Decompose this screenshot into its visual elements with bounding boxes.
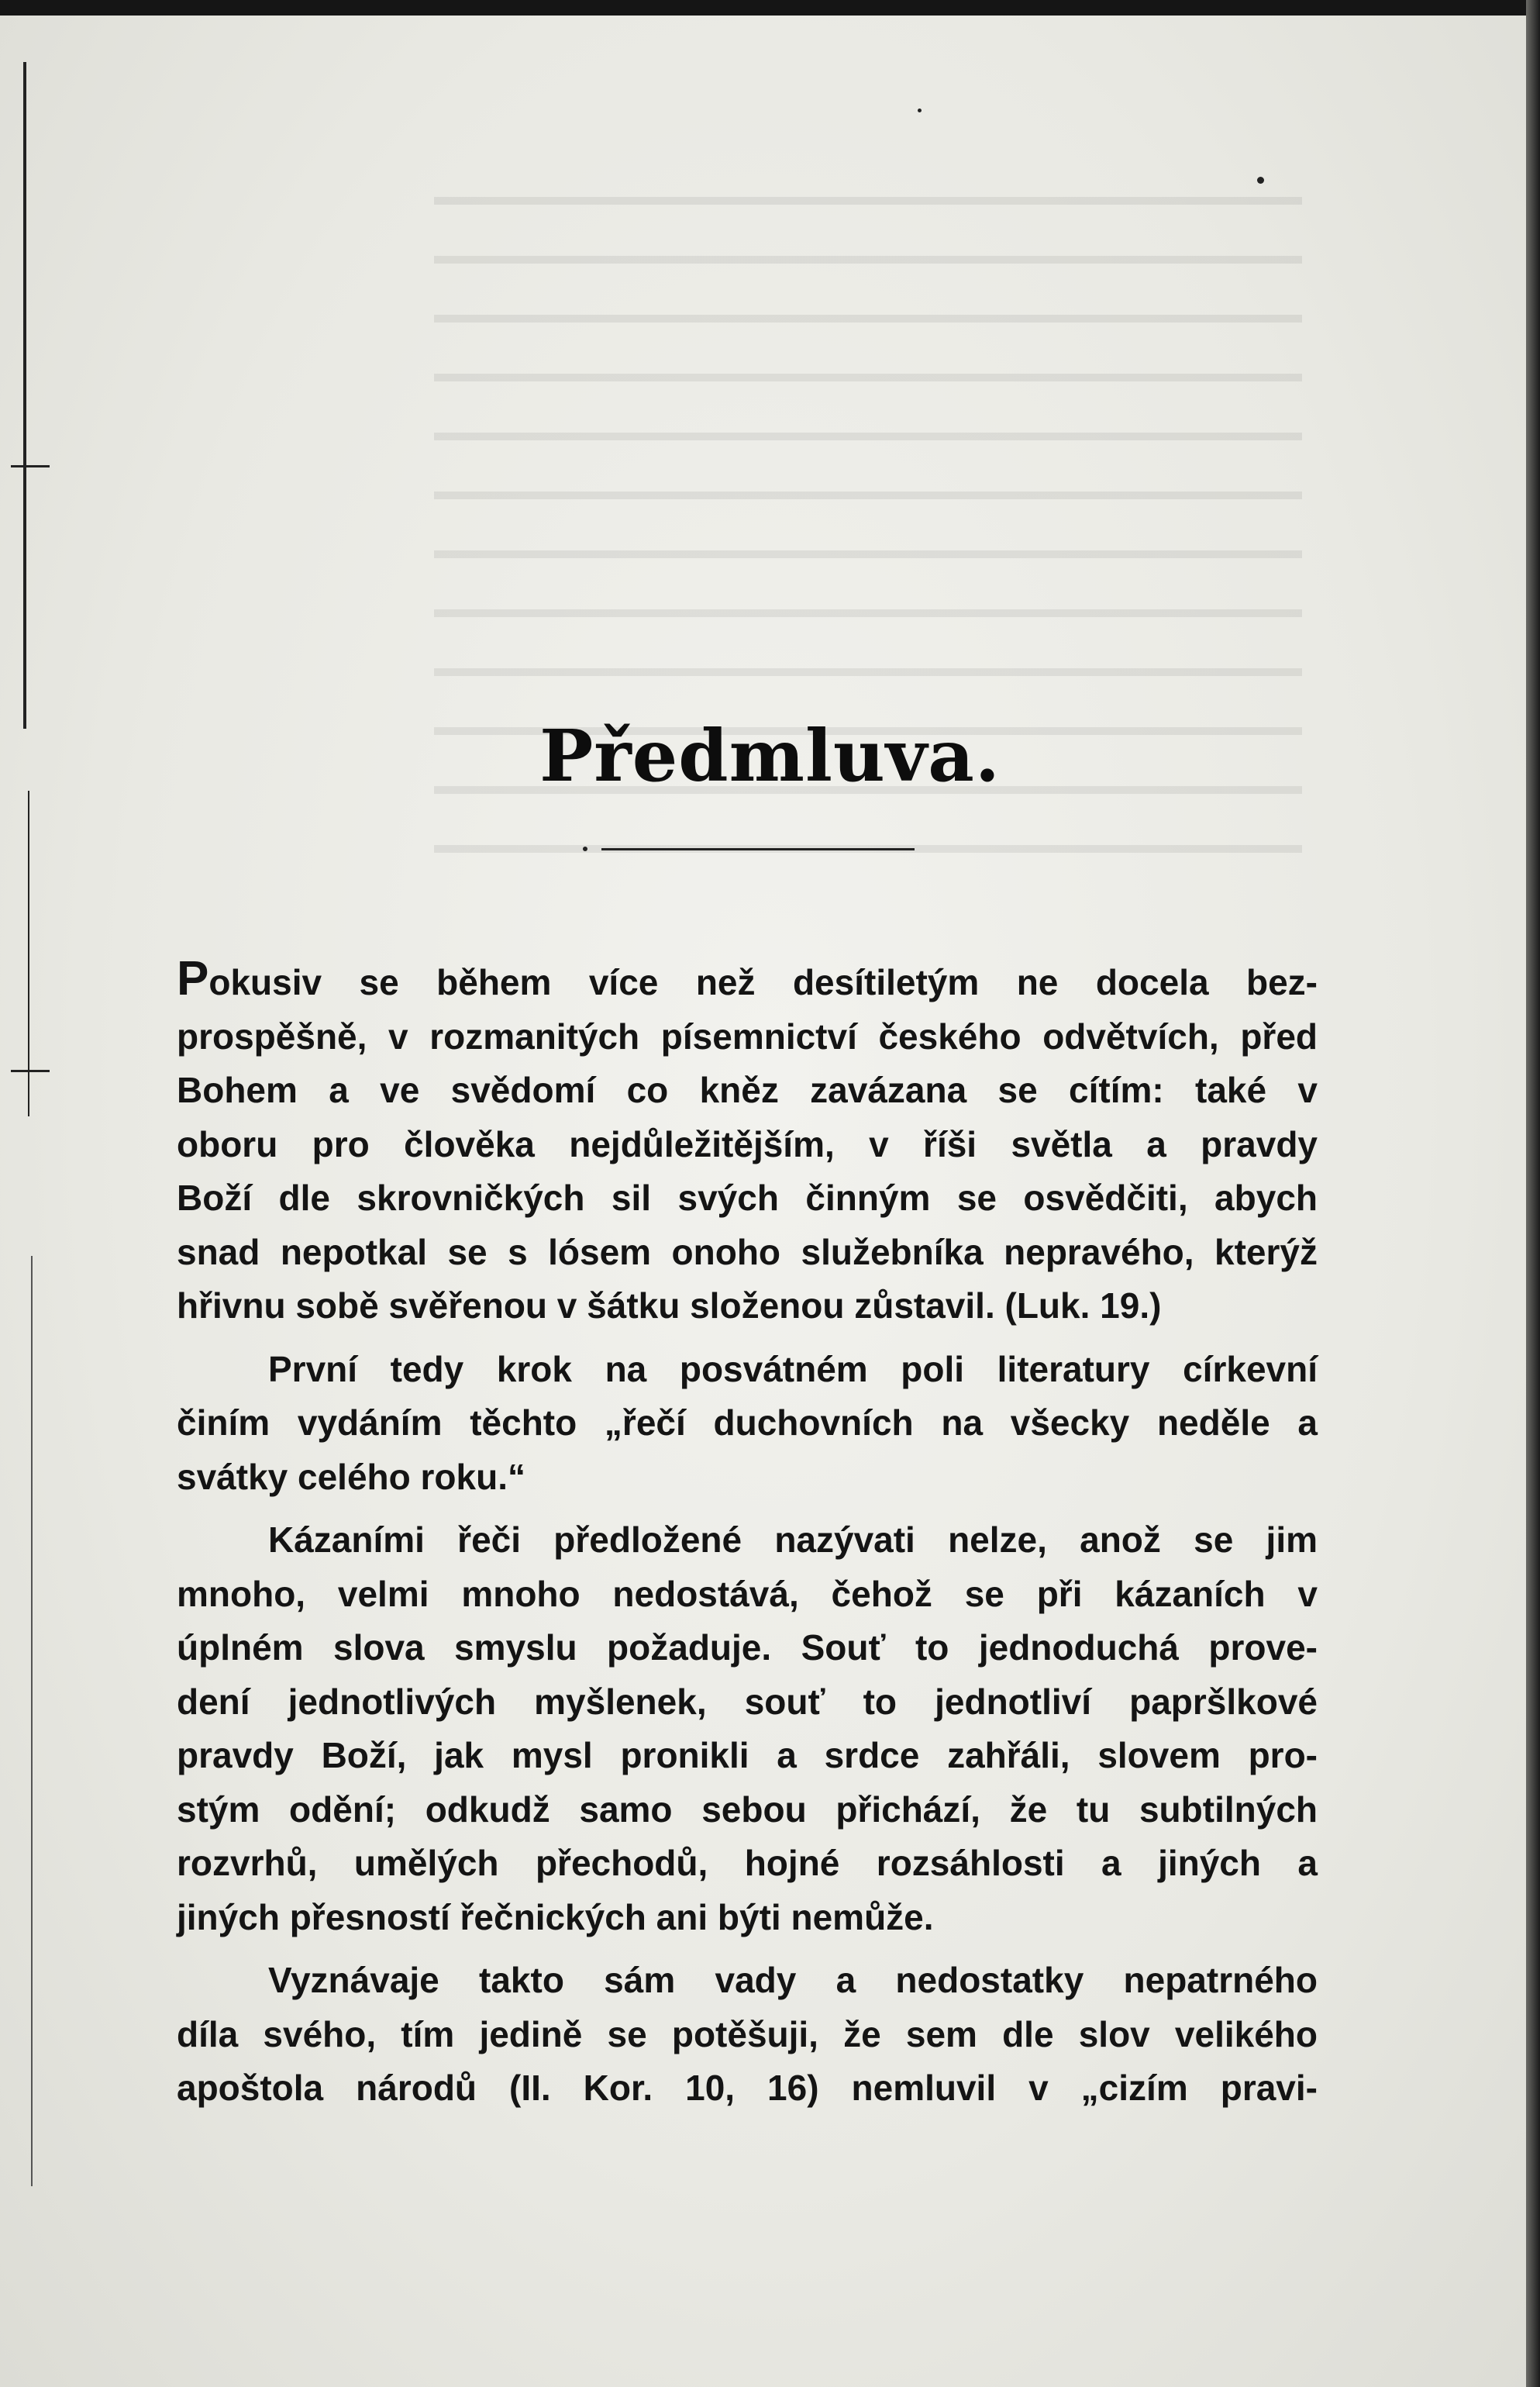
line-text: mnoho, velmi mnoho nedostává, čehož se při kázaních v <box>177 1573 1318 1614</box>
line-text: snad nepotkal se s lósem onoho služebníka nepravého, kterýž <box>177 1231 1318 1272</box>
text-line <box>177 1891 1318 1945</box>
line-text: okusiv se během více než desítiletým ne docela bez- <box>208 962 1318 1002</box>
line-text: oboru pro člověka nejdůležitějším, v říši světla a pravdy <box>177 1123 1318 1164</box>
text-line <box>177 1118 1318 1172</box>
text-line <box>177 1621 1318 1675</box>
text-line <box>177 1171 1318 1226</box>
line-text: stým odění; odkudž samo sebou přichází, že tu subtilných <box>177 1789 1318 1830</box>
text-line <box>177 1396 1318 1450</box>
line-text: úplném slova smyslu požaduje. Souť to jednoduchá prove- <box>177 1627 1318 1668</box>
text-line <box>177 1954 1318 2008</box>
binding-tick <box>11 465 50 467</box>
line-text: Boží dle skrovničkých sil svých činným se osvědčiti, abych <box>177 1178 1318 1218</box>
binding-line <box>23 62 26 729</box>
title-rule-dot <box>583 847 587 851</box>
text-line <box>177 1279 1318 1333</box>
line-text: díla svého, tím jedině se potěšuji, že sem dle slov velikého <box>177 2013 1318 2054</box>
text-line <box>177 1450 1318 1505</box>
binding-margin <box>0 16 54 2387</box>
page-title: Předmluva. <box>539 714 1001 798</box>
line-text: činím vydáním těchto „řečí duchovních na všecky neděle a <box>177 1402 1318 1443</box>
title-rule <box>601 848 915 850</box>
line-text: prospěšně, v rozmanitých písemnictví českého odvětvích, před <box>177 1016 1318 1057</box>
text-line <box>177 2008 1318 2062</box>
ink-speck <box>918 109 922 112</box>
text-line <box>177 1513 1318 1568</box>
text-line <box>177 2061 1318 2116</box>
line-text: První tedy krok na posvátném poli literatury církevní <box>268 1348 1318 1389</box>
drop-cap: P <box>177 952 209 1006</box>
line-text: rozvrhů, umělých přechodů, hojné rozsáhlosti a jiných a <box>177 1843 1318 1883</box>
line-text: pravdy Boží, jak mysl pronikli a srdce zahřáli, slovem pro- <box>177 1735 1318 1775</box>
page-top-edge <box>0 0 1540 16</box>
text-line <box>177 952 1318 1010</box>
page-right-edge <box>1526 0 1540 2387</box>
line-text: Vyznávaje takto sám vady a nedostatky nepatrného <box>268 1960 1318 2000</box>
text-line <box>177 1783 1318 1837</box>
text-line <box>177 1064 1318 1118</box>
text-line <box>177 1226 1318 1280</box>
text-line <box>177 1675 1318 1730</box>
body-text <box>177 952 1318 2116</box>
binding-tick <box>11 1070 50 1072</box>
line-text: dení jednotlivých myšlenek, souť to jednotliví papršlkové <box>177 1681 1318 1722</box>
line-text: svátky celého roku.“ <box>177 1456 525 1497</box>
line-text: jiných přesností řečnických ani býti nemůže. <box>177 1896 934 1937</box>
ink-speck <box>1257 177 1264 184</box>
binding-line <box>28 791 29 1116</box>
text-line <box>177 1568 1318 1622</box>
text-line <box>177 1837 1318 1891</box>
line-text: hřivnu sobě svěřenou v šátku složenou zůstavil. (Luk. 19.) <box>177 1285 1162 1326</box>
text-line <box>177 1729 1318 1783</box>
line-text: Bohem a ve svědomí co kněz zavázana se cítím: také v <box>177 1070 1318 1110</box>
line-text: Kázaními řeči předložené nazývati nelze, anož se jim <box>268 1519 1318 1560</box>
text-line <box>177 1010 1318 1064</box>
text-line <box>177 1343 1318 1397</box>
line-text: apoštola národů (II. Kor. 10, 16) nemluvil v „cizím pravi- <box>177 2068 1318 2108</box>
binding-line <box>31 1256 33 2186</box>
